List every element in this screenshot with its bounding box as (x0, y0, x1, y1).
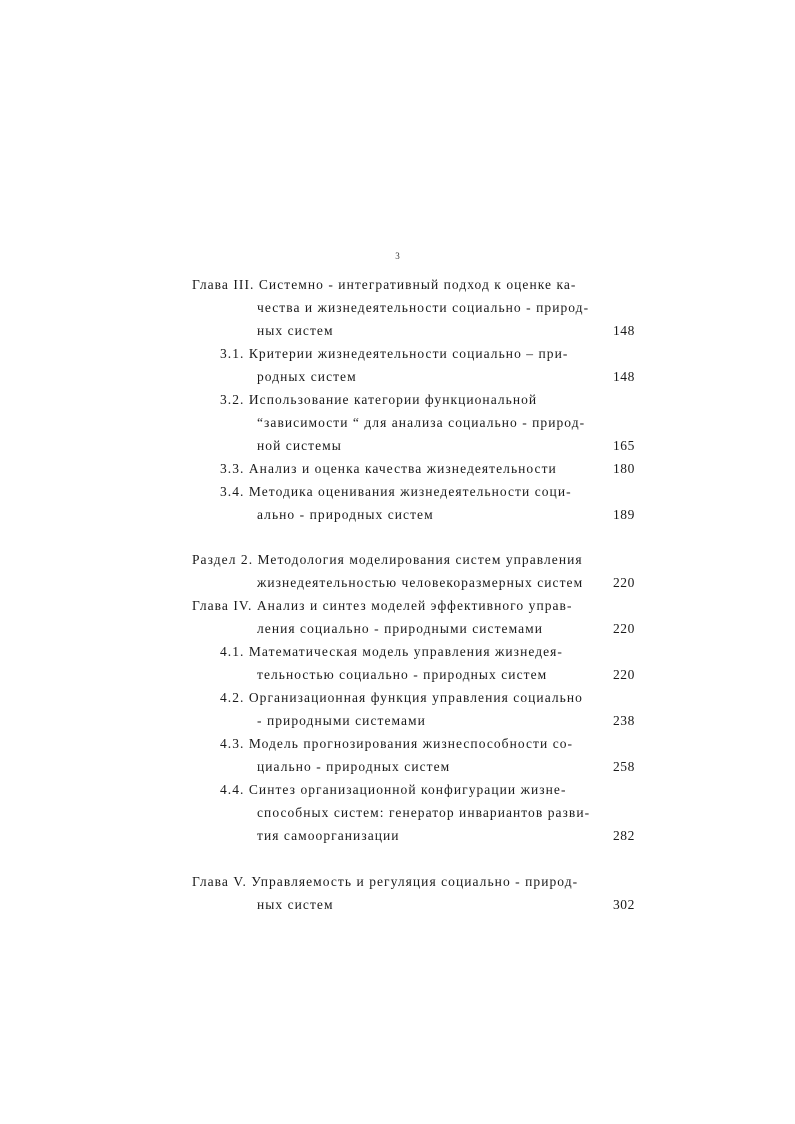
toc-section-3-4-page: 189 (612, 507, 635, 522)
toc-part-2-page: 220 (612, 575, 635, 590)
toc-section-4-3-line-2: циально - природных систем (257, 759, 451, 774)
toc-section-3-4-line-2: ально - природных систем (257, 507, 434, 522)
toc-section-4-2-line-2: - природными системами (257, 713, 426, 728)
toc-section-4-3-page: 258 (612, 759, 635, 774)
toc-section-3-1-line-2: родных систем (257, 369, 357, 384)
toc-chapter-3-line-3: ных систем (257, 323, 334, 338)
toc-chapter-3-page: 148 (612, 323, 635, 338)
toc-section-3-2-line-1: 3.2. Использование категории функциональной (220, 392, 538, 407)
toc-chapter-3-line-1: Глава III. Системно - интегративный подход к оценке ка- (192, 277, 577, 292)
toc-chapter-4-line-1: Глава IV. Анализ и синтез моделей эффективного управ- (192, 598, 573, 613)
toc-chapter-3-line-2: чества и жизнедеятельности социально - природ- (257, 300, 590, 315)
toc-chapter-5-page: 302 (612, 897, 635, 912)
toc-section-3-2-line-3: ной системы (257, 438, 342, 453)
toc-chapter-4-line-2: ления социально - природными системами (257, 621, 544, 636)
toc-section-4-1-line-2: тельностью социально - природных систем (257, 667, 548, 682)
toc-section-4-4-page: 282 (612, 828, 635, 843)
toc-part-2-line-1: Раздел 2. Методология моделирования систем управления (192, 552, 583, 567)
toc-section-4-1-line-1: 4.1. Математическая модель управления жизнедея- (220, 644, 563, 659)
toc-section-4-4-line-1: 4.4. Синтез организационной конфигурации жизне- (220, 782, 567, 797)
toc-chapter-5-line-2: ных систем (257, 897, 334, 912)
toc-section-4-1-page: 220 (612, 667, 635, 682)
toc-chapter-5-line-1: Глава V. Управляемость и регуляция социально - природ- (192, 874, 579, 889)
toc-section-3-3-page: 180 (612, 461, 635, 476)
toc-section-4-4-line-2: способных систем: генератор инвариантов разви- (257, 805, 591, 820)
toc-section-3-3-line-1: 3.3. Анализ и оценка качества жизнедеятельности (220, 461, 557, 476)
toc-section-3-2-page: 165 (612, 438, 635, 453)
toc-section-4-2-line-1: 4.2. Организационная функция управления социально (220, 690, 583, 705)
page-number: 3 (395, 251, 400, 261)
toc-section-4-2-page: 238 (612, 713, 635, 728)
toc-part-2-line-2: жизнедеятельностью человекоразмерных систем (257, 575, 584, 590)
toc-section-4-4-line-3: тия самоорганизации (257, 828, 400, 843)
toc-section-3-1-page: 148 (612, 369, 635, 384)
toc-chapter-4-page: 220 (612, 621, 635, 636)
toc-section-3-1-line-1: 3.1. Критерии жизнедеятельности социально – при- (220, 346, 569, 361)
toc-section-4-3-line-1: 4.3. Модель прогнозирования жизнеспособности со- (220, 736, 574, 751)
toc-section-3-4-line-1: 3.4. Методика оценивания жизнедеятельности соци- (220, 484, 572, 499)
toc-section-3-2-line-2: “зависимости “ для анализа социально - природ- (257, 415, 586, 430)
